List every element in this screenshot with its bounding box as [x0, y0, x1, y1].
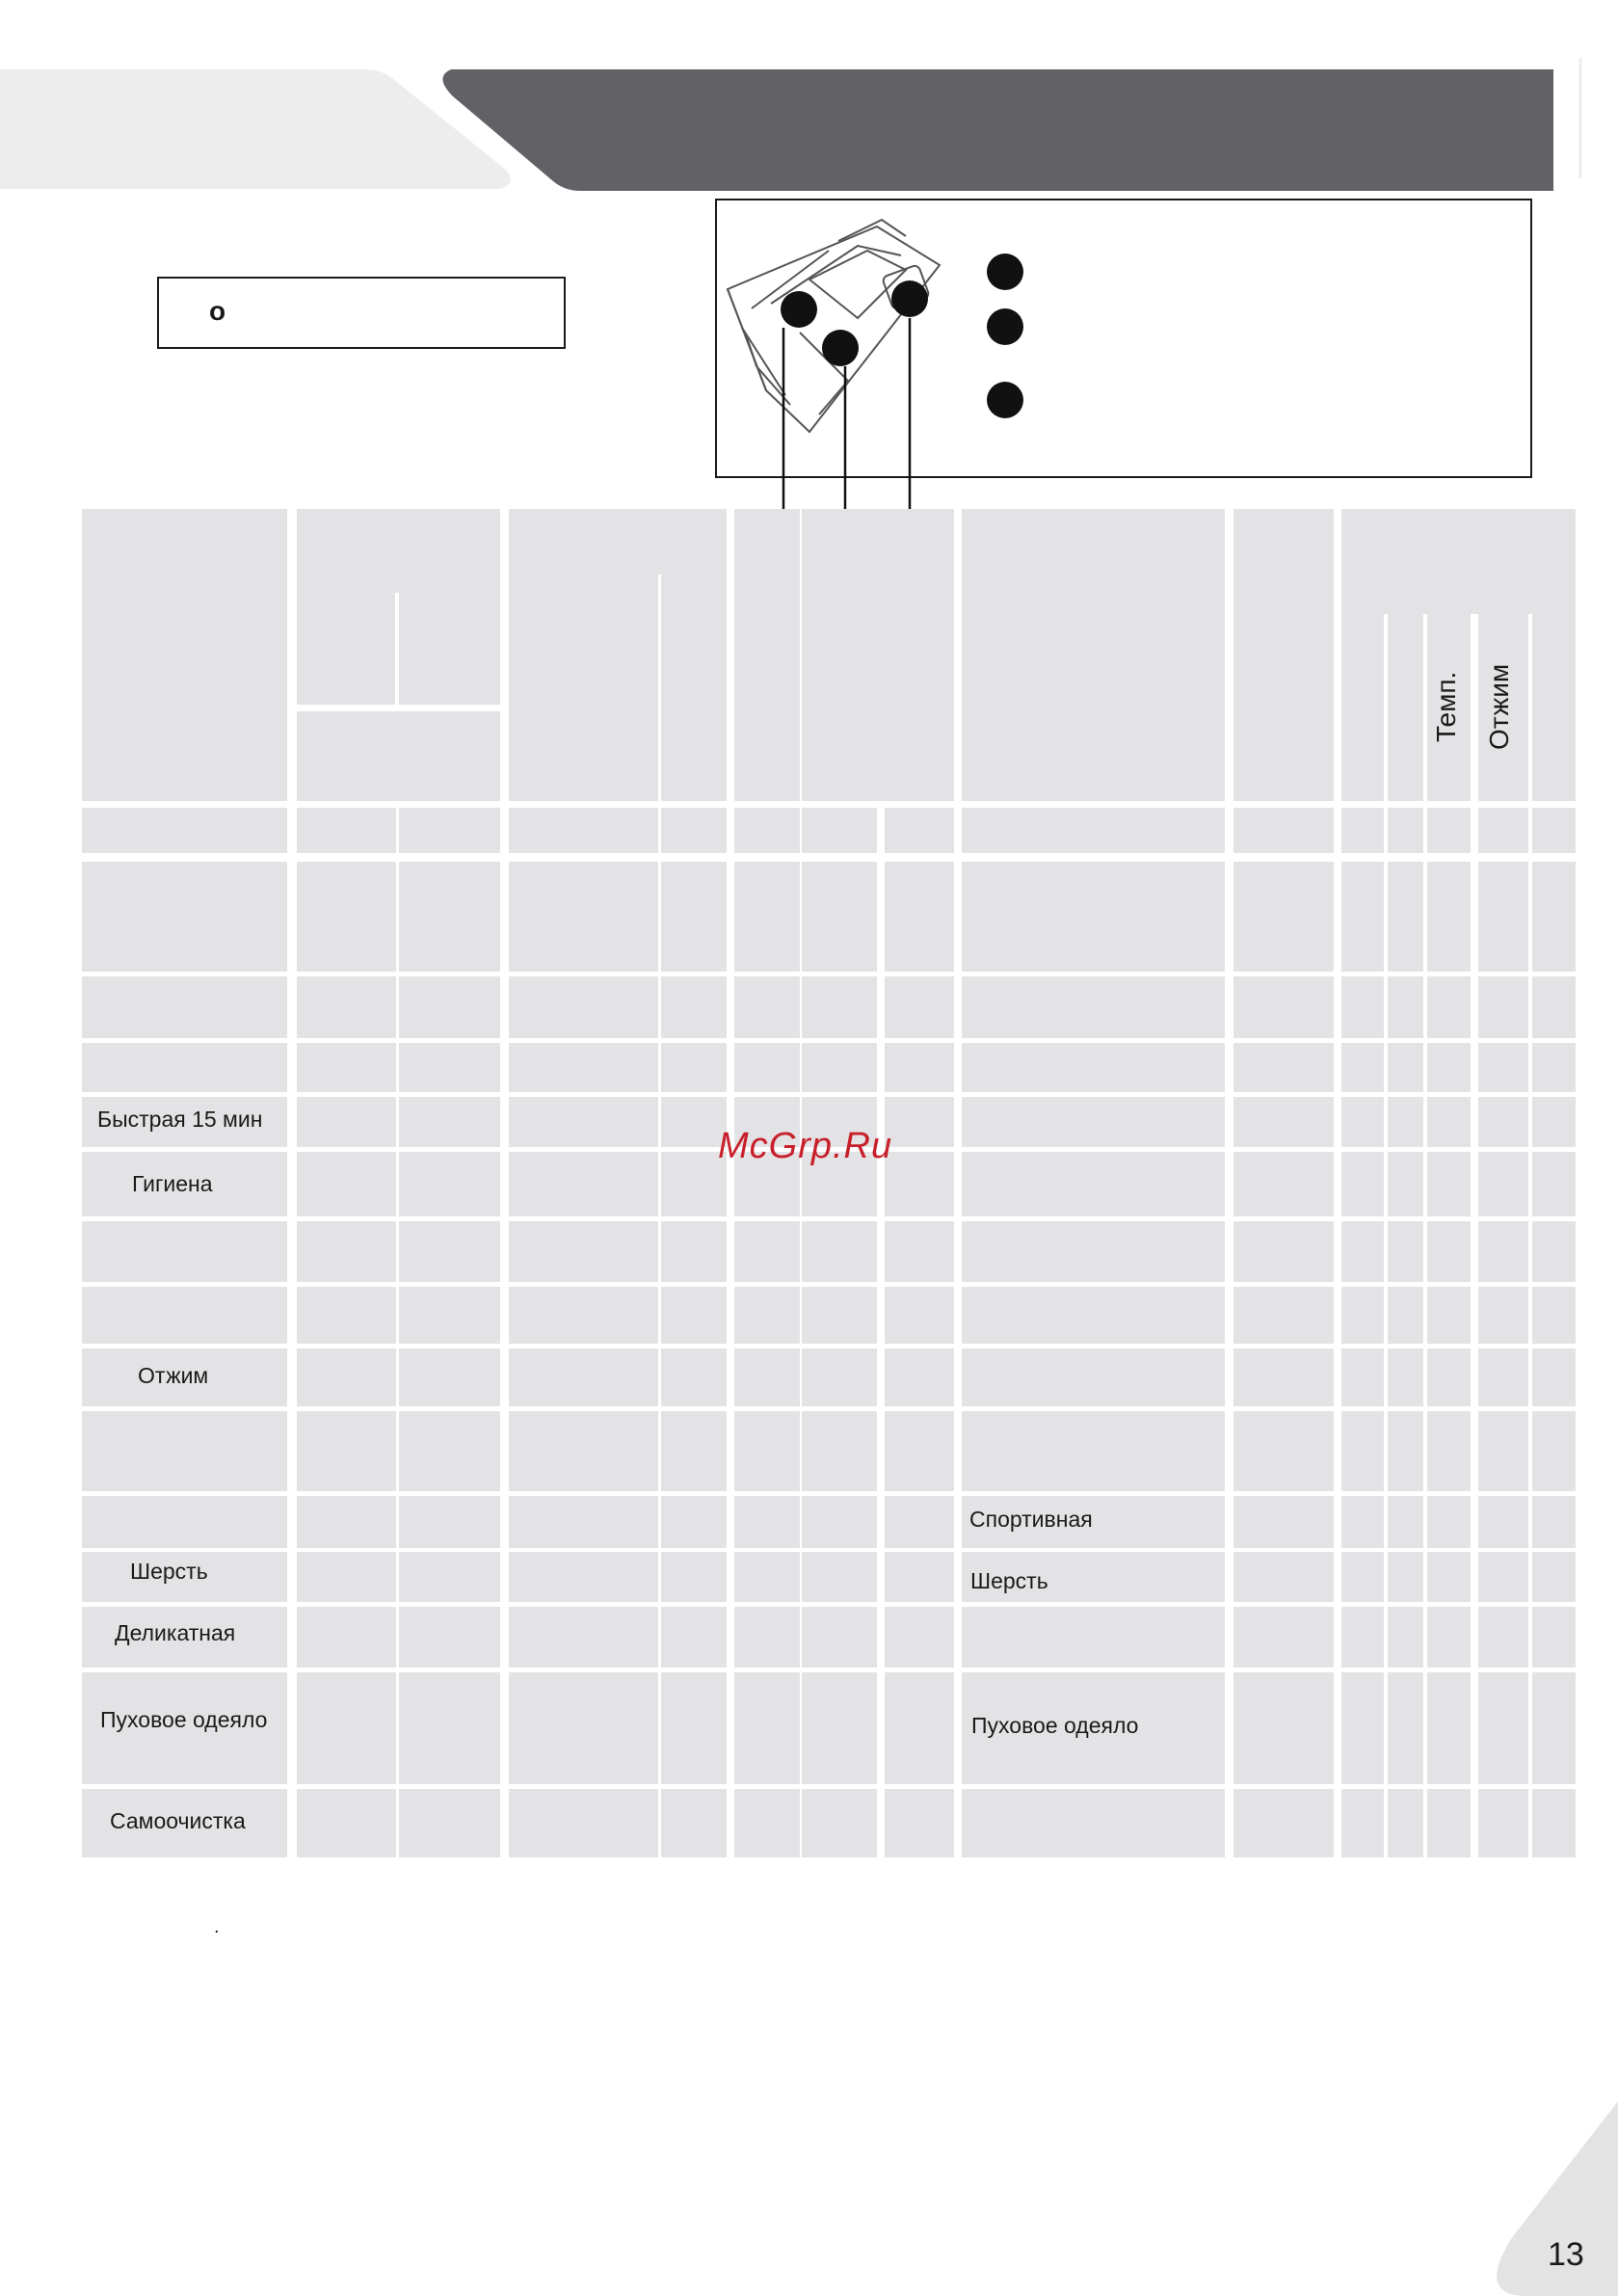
table-cell — [297, 1789, 396, 1857]
table-cell — [509, 1789, 658, 1857]
program-hygiene: Гигиена — [132, 1171, 213, 1196]
table-cell — [661, 1097, 727, 1147]
table-cell — [661, 1496, 727, 1548]
header-spin: Отжим — [1484, 663, 1514, 750]
table-cell — [1233, 808, 1334, 853]
table-cell — [509, 1097, 658, 1147]
table-cell — [1233, 976, 1334, 1038]
table-header-settings — [1341, 509, 1576, 801]
table-cell — [1341, 1496, 1384, 1548]
table-cell — [1478, 1097, 1528, 1147]
table-cell — [1388, 1348, 1423, 1406]
table-cell — [885, 1789, 954, 1857]
table-cell — [802, 862, 877, 972]
table-cell — [297, 1411, 396, 1491]
table-cell — [1341, 1152, 1384, 1216]
table-cell — [1478, 808, 1528, 853]
table-cell — [297, 976, 396, 1038]
header-temp: Темп. — [1431, 671, 1461, 742]
table-cell — [1532, 1348, 1576, 1406]
table-header-options — [962, 509, 1225, 801]
table-cell — [885, 1348, 954, 1406]
table-cell — [802, 1221, 877, 1282]
table-cell — [1388, 1789, 1423, 1857]
table-cell — [661, 1672, 727, 1784]
program-self-clean: Самоочистка — [110, 1808, 246, 1833]
table-cell — [1233, 1221, 1334, 1282]
table-cell — [661, 1789, 727, 1857]
table-cell — [802, 1607, 877, 1668]
program-wool-right: Шерсть — [970, 1568, 1048, 1593]
table-cell — [1532, 1287, 1576, 1344]
table-rule — [800, 509, 802, 801]
table-cell — [962, 1043, 1225, 1092]
table-cell — [661, 862, 727, 972]
table-cell — [1478, 1221, 1528, 1282]
table-cell — [1341, 1411, 1384, 1491]
table-cell — [1341, 1097, 1384, 1147]
table-cell — [399, 1552, 500, 1602]
table-cell — [297, 1348, 396, 1406]
table-cell — [399, 1221, 500, 1282]
table-cell — [399, 1789, 500, 1857]
table-header-temp — [509, 509, 727, 801]
table-cell — [1532, 1672, 1576, 1784]
table-cell — [1388, 862, 1423, 972]
table-cell — [1233, 1552, 1334, 1602]
table-cell — [1388, 1672, 1423, 1784]
table-rule — [658, 574, 661, 801]
table-cell — [734, 1496, 800, 1548]
table-cell — [1388, 1287, 1423, 1344]
table-cell — [399, 1607, 500, 1668]
table-cell — [297, 1152, 396, 1216]
table-cell — [802, 1789, 877, 1857]
table-cell — [661, 1152, 727, 1216]
table-cell — [661, 1348, 727, 1406]
table-cell — [297, 1496, 396, 1548]
table-cell — [1478, 1607, 1528, 1668]
table-cell — [399, 1411, 500, 1491]
table-cell — [734, 1287, 800, 1344]
table-cell — [399, 808, 500, 853]
table-cell — [734, 1552, 800, 1602]
table-cell — [1341, 1287, 1384, 1344]
table-cell — [734, 1411, 800, 1491]
table-cell — [1233, 862, 1334, 972]
table-rule — [395, 593, 399, 705]
table-cell — [1341, 1607, 1384, 1668]
table-cell — [1233, 1097, 1334, 1147]
table-cell — [82, 976, 287, 1038]
table-cell — [509, 1607, 658, 1668]
table-cell — [885, 1221, 954, 1282]
table-cell — [1532, 1411, 1576, 1491]
table-cell — [802, 1552, 877, 1602]
table-cell — [962, 1097, 1225, 1147]
table-cell — [399, 862, 500, 972]
table-cell — [1233, 1789, 1334, 1857]
table-cell — [661, 1043, 727, 1092]
table-cell — [885, 1287, 954, 1344]
table-cell — [82, 1043, 287, 1092]
table-cell — [734, 1672, 800, 1784]
table-cell — [1427, 976, 1471, 1038]
table-cell — [82, 862, 287, 972]
table-cell — [802, 1496, 877, 1548]
table-cell — [1478, 1043, 1528, 1092]
table-cell — [1478, 1287, 1528, 1344]
table-cell — [962, 1348, 1225, 1406]
table-cell — [962, 1607, 1225, 1668]
table-cell — [399, 1672, 500, 1784]
table-cell — [297, 1287, 396, 1344]
table-cell — [1427, 1097, 1471, 1147]
table-cell — [399, 1152, 500, 1216]
table-cell — [1388, 1552, 1423, 1602]
table-cell — [802, 976, 877, 1038]
table-cell — [82, 1496, 287, 1548]
table-cell — [399, 1043, 500, 1092]
table-cell — [1427, 1152, 1471, 1216]
table-cell — [885, 1097, 954, 1147]
table-cell — [1427, 1496, 1471, 1548]
table-cell — [1532, 1221, 1576, 1282]
table-cell — [734, 1043, 800, 1092]
table-cell — [962, 1789, 1225, 1857]
table-rule — [1471, 614, 1478, 801]
table-cell — [1478, 1672, 1528, 1784]
table-cell — [661, 976, 727, 1038]
table-rule — [1384, 614, 1388, 801]
table-cell — [1532, 1097, 1576, 1147]
table-cell — [297, 862, 396, 972]
table-cell — [297, 808, 396, 853]
table-cell — [661, 1607, 727, 1668]
table-cell — [661, 1287, 727, 1344]
table-cell — [1427, 1348, 1471, 1406]
table-cell — [885, 1496, 954, 1548]
table-cell — [1532, 808, 1576, 853]
table-cell — [1388, 1411, 1423, 1491]
table-cell — [661, 1411, 727, 1491]
program-spin: Отжим — [138, 1363, 209, 1388]
program-duvet: Пуховое одеяло — [100, 1707, 268, 1732]
table-cell — [1427, 1287, 1471, 1344]
table-header-load-bottom — [297, 711, 500, 801]
program-sport-right: Спортивная — [969, 1507, 1093, 1532]
table-cell — [82, 1287, 287, 1344]
table-cell — [1233, 1287, 1334, 1344]
table-cell — [1233, 1152, 1334, 1216]
table-cell — [962, 1411, 1225, 1491]
table-cell — [1341, 1221, 1384, 1282]
table-cell — [962, 1287, 1225, 1344]
table-cell — [509, 1672, 658, 1784]
table-cell — [399, 1287, 500, 1344]
table-cell — [1478, 1348, 1528, 1406]
table-cell — [1478, 1152, 1528, 1216]
table-cell — [1341, 808, 1384, 853]
table-cell — [509, 1552, 658, 1602]
table-cell — [1388, 808, 1423, 853]
table-cell — [1341, 862, 1384, 972]
table-cell — [885, 1607, 954, 1668]
table-cell — [1478, 1552, 1528, 1602]
table-cell — [802, 1411, 877, 1491]
table-cell — [1233, 1043, 1334, 1092]
page-corner — [1455, 2101, 1618, 2296]
table-cell — [297, 1552, 396, 1602]
table-cell — [734, 976, 800, 1038]
watermark: McGrp.Ru — [718, 1126, 893, 1166]
table-cell — [509, 1496, 658, 1548]
table-cell — [1388, 976, 1423, 1038]
table-cell — [734, 1789, 800, 1857]
table-cell — [802, 1348, 877, 1406]
table-cell — [509, 1287, 658, 1344]
table-header-detergent — [734, 509, 954, 801]
legend-box-symbol: o — [209, 296, 226, 326]
table-cell — [1388, 1496, 1423, 1548]
table-cell — [1532, 1496, 1576, 1548]
table-cell — [1532, 1152, 1576, 1216]
table-cell — [509, 1348, 658, 1406]
footer-dot: . — [214, 1916, 220, 1937]
table-cell — [802, 1043, 877, 1092]
table-cell — [1427, 1552, 1471, 1602]
table-cell — [1427, 862, 1471, 972]
table-cell — [1532, 862, 1576, 972]
table-cell — [885, 976, 954, 1038]
table-cell — [1341, 1789, 1384, 1857]
table-cell — [399, 976, 500, 1038]
table-cell — [661, 1221, 727, 1282]
table-cell — [885, 1043, 954, 1092]
table-cell — [297, 1672, 396, 1784]
program-duvet-right: Пуховое одеяло — [971, 1713, 1139, 1738]
table-cell — [1388, 1221, 1423, 1282]
table-cell — [1341, 1043, 1384, 1092]
table-cell — [82, 808, 287, 853]
table-cell — [1388, 1043, 1423, 1092]
table-cell — [509, 976, 658, 1038]
table-cell — [297, 1097, 396, 1147]
table-cell — [509, 1221, 658, 1282]
table-cell — [661, 808, 727, 853]
table-cell — [1478, 1789, 1528, 1857]
program-quick-15: Быстрая 15 мин — [97, 1107, 263, 1132]
table-cell — [1427, 1043, 1471, 1092]
table-cell — [1478, 976, 1528, 1038]
table-cell — [1233, 1672, 1334, 1784]
table-cell — [1532, 976, 1576, 1038]
table-cell — [1532, 1607, 1576, 1668]
table-cell — [297, 1607, 396, 1668]
table-header-program — [82, 509, 287, 801]
table-cell — [734, 1348, 800, 1406]
table-cell — [962, 1221, 1225, 1282]
table-rule — [1423, 614, 1427, 801]
table-cell — [1478, 862, 1528, 972]
table-cell — [399, 1097, 500, 1147]
table-cell — [1427, 1221, 1471, 1282]
table-cell — [802, 808, 877, 853]
table-cell — [1341, 1672, 1384, 1784]
table-cell — [82, 1411, 287, 1491]
table-cell — [1532, 1552, 1576, 1602]
table-cell — [734, 1221, 800, 1282]
table-cell — [1233, 1496, 1334, 1548]
table-cell — [802, 1287, 877, 1344]
table-cell — [1388, 1097, 1423, 1147]
table-cell — [399, 1348, 500, 1406]
table-cell — [1427, 1607, 1471, 1668]
table-cell — [82, 1221, 287, 1282]
table-cell — [509, 1411, 658, 1491]
table-rule — [1528, 614, 1532, 801]
table-cell — [297, 1043, 396, 1092]
table-cell — [885, 1672, 954, 1784]
table-cell — [1427, 808, 1471, 853]
table-cell — [1427, 1411, 1471, 1491]
table-cell — [509, 1043, 658, 1092]
table-cell — [802, 1672, 877, 1784]
table-cell — [962, 808, 1225, 853]
table-cell — [1388, 1152, 1423, 1216]
table-cell — [734, 1607, 800, 1668]
table-cell — [1478, 1411, 1528, 1491]
program-wool: Шерсть — [130, 1559, 208, 1584]
table-cell — [734, 862, 800, 972]
table-cell — [962, 862, 1225, 972]
table-cell — [1388, 1607, 1423, 1668]
table-cell — [962, 1152, 1225, 1216]
table-cell — [1233, 1348, 1334, 1406]
table-cell — [1427, 1789, 1471, 1857]
table-cell — [1532, 1789, 1576, 1857]
table-cell — [885, 1152, 954, 1216]
table-header-time — [1233, 509, 1334, 801]
table-cell — [1233, 1411, 1334, 1491]
table-cell — [885, 1411, 954, 1491]
table-cell — [1233, 1607, 1334, 1668]
table-cell — [509, 1152, 658, 1216]
table-cell — [734, 808, 800, 853]
table-cell — [962, 976, 1225, 1038]
table-cell — [1478, 1496, 1528, 1548]
table-cell — [297, 1221, 396, 1282]
table-cell — [1532, 1043, 1576, 1092]
table-cell — [1341, 976, 1384, 1038]
table-cell — [885, 1552, 954, 1602]
page-number: 13 — [1548, 2236, 1584, 2273]
table-cell — [1341, 1552, 1384, 1602]
table-cell — [509, 862, 658, 972]
table-cell — [885, 862, 954, 972]
table-cell — [1427, 1672, 1471, 1784]
table-cell — [885, 808, 954, 853]
program-delicate: Деликатная — [115, 1620, 236, 1645]
table-cell — [1341, 1348, 1384, 1406]
table-cell — [509, 808, 658, 853]
table-cell — [661, 1552, 727, 1602]
table-cell — [399, 1496, 500, 1548]
